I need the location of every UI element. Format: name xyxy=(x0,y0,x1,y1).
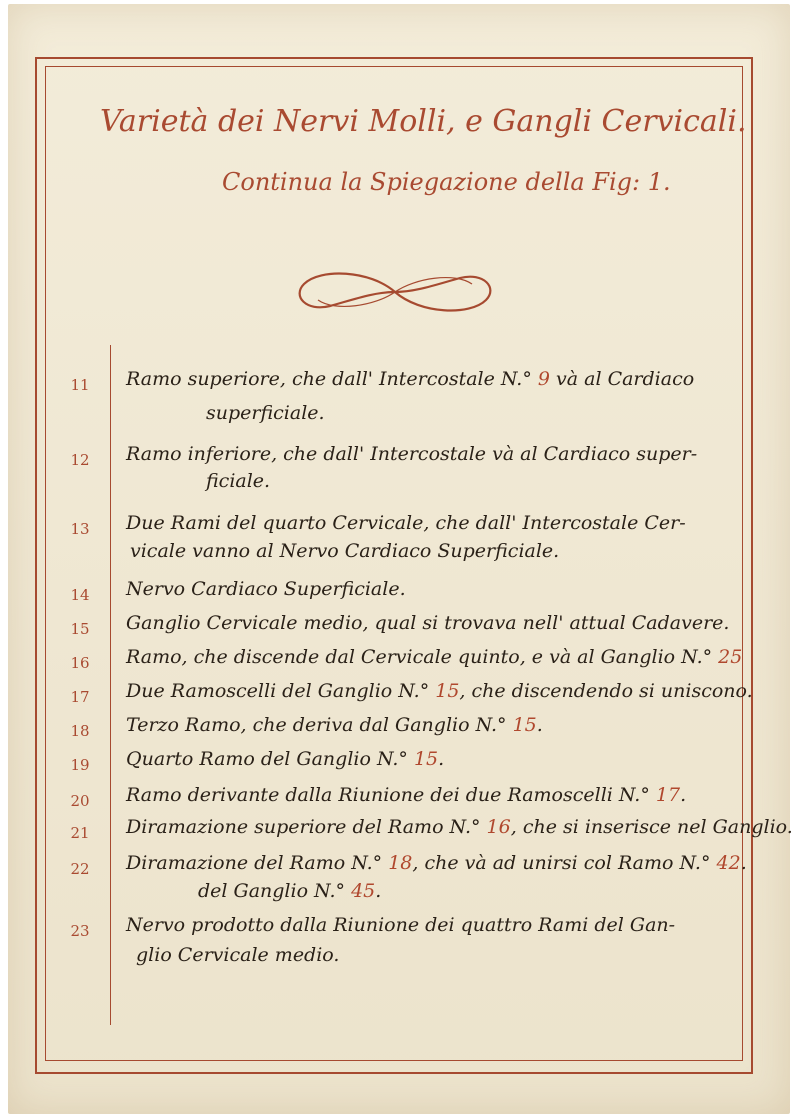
entry-text-segment: del Ganglio N.° xyxy=(198,880,352,902)
entry-number: 13 xyxy=(70,520,90,538)
reference-number: 17 xyxy=(655,784,681,806)
entry-number: 17 xyxy=(70,688,90,706)
entry-text-segment: vicale vanno al Nervo Cardiaco Superficiale. xyxy=(130,540,560,562)
reference-number: 42 xyxy=(716,852,741,874)
entry-line xyxy=(126,443,726,465)
reference-number: 15 xyxy=(512,714,537,736)
page-title: Varietà dei Nervi Molli, e Gangli Cervicali. xyxy=(100,104,747,139)
entry-text-segment: Diramazione del Ramo N.° xyxy=(126,852,389,874)
entry-number: 22 xyxy=(70,860,90,878)
entry-text-segment: Quarto Ramo del Ganglio N.° xyxy=(126,748,414,770)
entry-line xyxy=(126,578,726,600)
entry-line xyxy=(126,816,793,838)
entry-number: 19 xyxy=(70,756,90,774)
entry-text-segment: Terzo Ramo, che deriva dal Ganglio N.° xyxy=(126,714,513,736)
entry-text-segment: Ramo superiore, che dall' Intercostale N.° xyxy=(126,368,538,390)
entry-text-segment: Due Ramoscelli del Ganglio N.° xyxy=(126,680,436,702)
reference-number: 25 xyxy=(718,646,743,668)
entry-text-segment: superficiale. xyxy=(206,402,325,424)
entry-number: 18 xyxy=(70,722,90,740)
entry-text-segment: và al Cardiaco xyxy=(549,368,695,390)
margin-rule xyxy=(110,345,111,1025)
reference-number: 15 xyxy=(435,680,460,702)
entry-continuation-line xyxy=(206,470,766,492)
entry-line xyxy=(126,852,747,874)
entry-text-segment: Diramazione superiore del Ramo N.° xyxy=(126,816,487,838)
entry-number: 23 xyxy=(70,922,90,940)
entry-text-segment: , che si inserisce nel Ganglio. xyxy=(510,816,793,838)
entry-text-segment: , che và ad unirsi col Ramo N.° xyxy=(412,852,717,874)
entry-number: 21 xyxy=(70,824,90,842)
reference-number: 45 xyxy=(351,880,376,902)
entry-text-segment: Nervo Cardiaco Superficiale. xyxy=(126,578,406,600)
entry-text-segment: . xyxy=(536,714,543,736)
entry-text-segment: Due Rami del quarto Cervicale, che dall' Intercostale Cer- xyxy=(126,512,686,534)
entry-text-segment: Ganglio Cervicale medio, qual si trovava nell' attual Cadavere. xyxy=(126,612,730,634)
entry-line xyxy=(126,512,726,534)
entry-text-segment: . xyxy=(375,880,382,902)
entry-continuation-line xyxy=(198,880,758,902)
entry-line xyxy=(126,368,726,390)
entry-text-segment: . xyxy=(680,784,687,806)
entry-text-segment: Ramo inferiore, che dall' Intercostale và al Cardiaco super- xyxy=(126,443,698,465)
entry-number: 11 xyxy=(70,376,90,394)
entry-line xyxy=(126,612,730,634)
entry-line xyxy=(126,714,726,736)
reference-number: 16 xyxy=(486,816,511,838)
inner-border xyxy=(45,66,747,1061)
entry-continuation-line xyxy=(136,944,696,966)
entry-line xyxy=(126,680,753,702)
entry-continuation-line xyxy=(206,402,766,424)
entry-number: 16 xyxy=(70,654,90,672)
entry-text-segment: , che discendendo si uniscono. xyxy=(459,680,753,702)
entry-number: 20 xyxy=(70,792,90,810)
page-subtitle: Continua la Spiegazione della Fig: 1. xyxy=(222,168,671,196)
entry-text-segment: ficiale. xyxy=(206,470,271,492)
reference-number: 15 xyxy=(413,748,439,770)
entry-line xyxy=(126,784,726,806)
entry-text-segment: . xyxy=(438,748,445,770)
reference-number: 18 xyxy=(388,852,413,874)
reference-number: 9 xyxy=(537,368,550,390)
entry-text-segment: glio Cervicale medio. xyxy=(136,944,340,966)
entry-text-segment: Nervo prodotto dalla Riunione dei quattro Rami del Gan- xyxy=(126,914,676,936)
entry-number: 14 xyxy=(70,586,90,604)
entry-line xyxy=(126,914,726,936)
entry-text-segment: Ramo derivante dalla Riunione dei due Ramoscelli N.° xyxy=(126,784,656,806)
entry-number: 15 xyxy=(70,620,90,638)
entry-line xyxy=(126,646,743,668)
entry-text-segment: Ramo, che discende dal Cervicale quinto, e và al Ganglio N.° xyxy=(126,646,719,668)
entry-number: 12 xyxy=(70,451,90,469)
entry-continuation-line xyxy=(130,540,690,562)
entry-text-segment: . xyxy=(740,852,747,874)
flourish-ornament-icon xyxy=(290,262,500,322)
entry-line xyxy=(126,748,726,770)
